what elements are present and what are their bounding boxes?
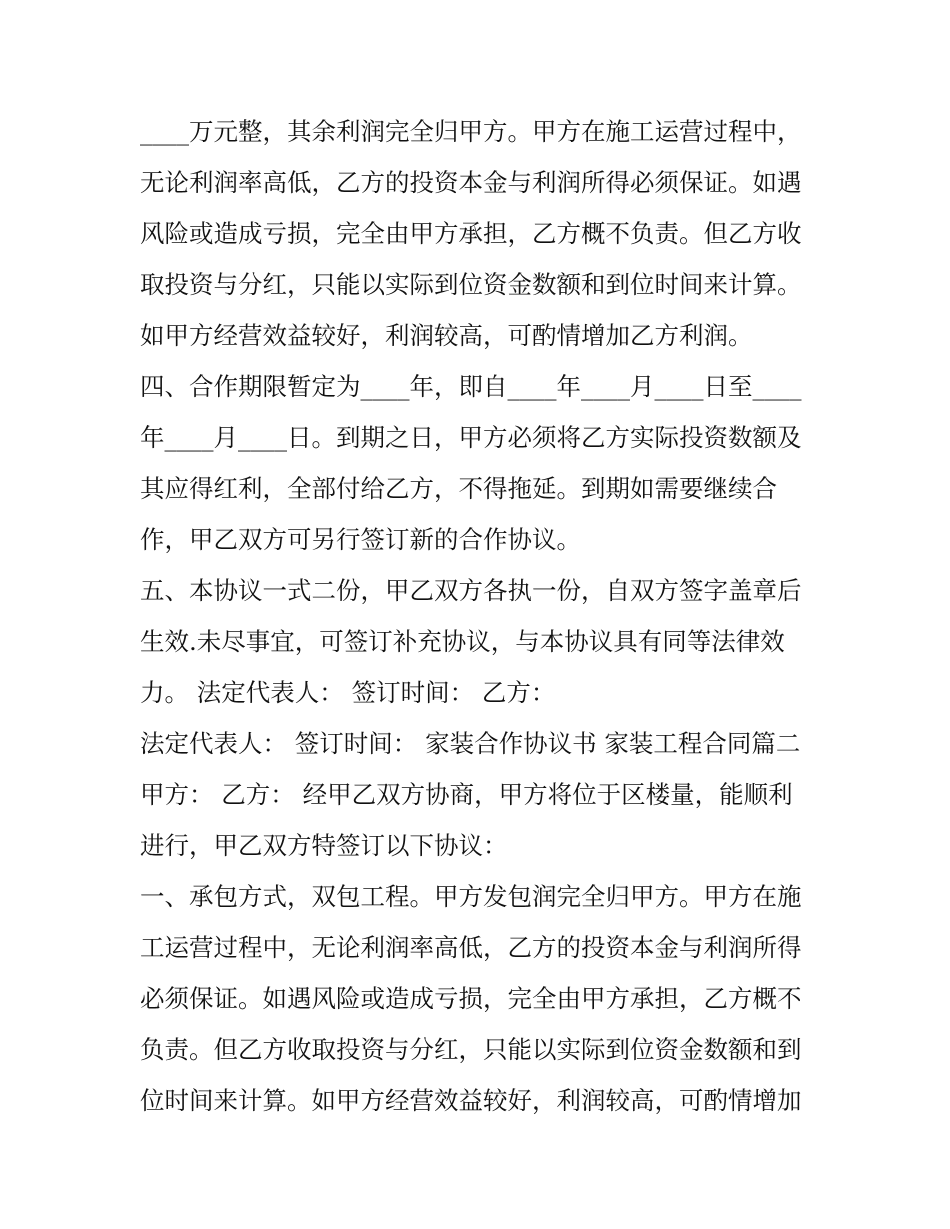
text-line: 如甲方经营效益较好，利润较高，可酌情增加乙方利润。 bbox=[140, 321, 753, 350]
text-line: 取投资与分红，只能以实际到位资金数额和到位时间来计算。 bbox=[140, 270, 802, 299]
text-line: 位时间来计算。如甲方经营效益较好，利润较高，可酌情增加 bbox=[140, 1086, 802, 1115]
text-line: 其应得红利，全部付给乙方，不得拖延。到期如需要继续合 bbox=[140, 474, 777, 503]
clause-five-line: 五、本协议一式二份，甲乙双方各执一份，自双方签字盖章后 bbox=[140, 576, 802, 605]
text-line: 必须保证。如遇风险或造成亏损，完全由甲方承担，乙方概不 bbox=[140, 984, 802, 1013]
signature-line: 力。 法定代表人： 签订时间： 乙方： bbox=[140, 678, 556, 707]
signature-line: 法定代表人： 签订时间： 家装合作协议书 家装工程合同篇二 bbox=[140, 729, 801, 758]
text-line: 工运营过程中，无论利润率高低，乙方的投资本金与利润所得 bbox=[140, 933, 802, 962]
text-line: 生效.未尽事宜，可签订补充协议，与本协议具有同等法律效 bbox=[140, 627, 785, 656]
text-line: 年____月____日。到期之日，甲方必须将乙方实际投资数额及 bbox=[140, 423, 802, 452]
clause-four-line: 四、合作期限暂定为____年，即自____年____月____日至____ bbox=[140, 372, 802, 401]
document-body bbox=[140, 106, 820, 1126]
clause-one-line: 一、承包方式，双包工程。甲方发包润完全归甲方。甲方在施 bbox=[140, 882, 802, 911]
text-line: 负责。但乙方收取投资与分红，只能以实际到位资金数额和到 bbox=[140, 1035, 802, 1064]
text-line: 无论利润率高低，乙方的投资本金与利润所得必须保证。如遇 bbox=[140, 168, 802, 197]
text-line: ____万元整，其余利润完全归甲方。甲方在施工运营过程中， bbox=[140, 117, 802, 146]
text-line: 进行，甲乙双方特签订以下协议： bbox=[140, 831, 508, 860]
text-line: 作，甲乙双方可另行签订新的合作协议。 bbox=[140, 525, 581, 554]
text-line: 风险或造成亏损，完全由甲方承担，乙方概不负责。但乙方收 bbox=[140, 219, 802, 248]
parties-line: 甲方： 乙方： 经甲乙双方协商，甲方将位于区楼量，能顺利 bbox=[140, 780, 793, 809]
